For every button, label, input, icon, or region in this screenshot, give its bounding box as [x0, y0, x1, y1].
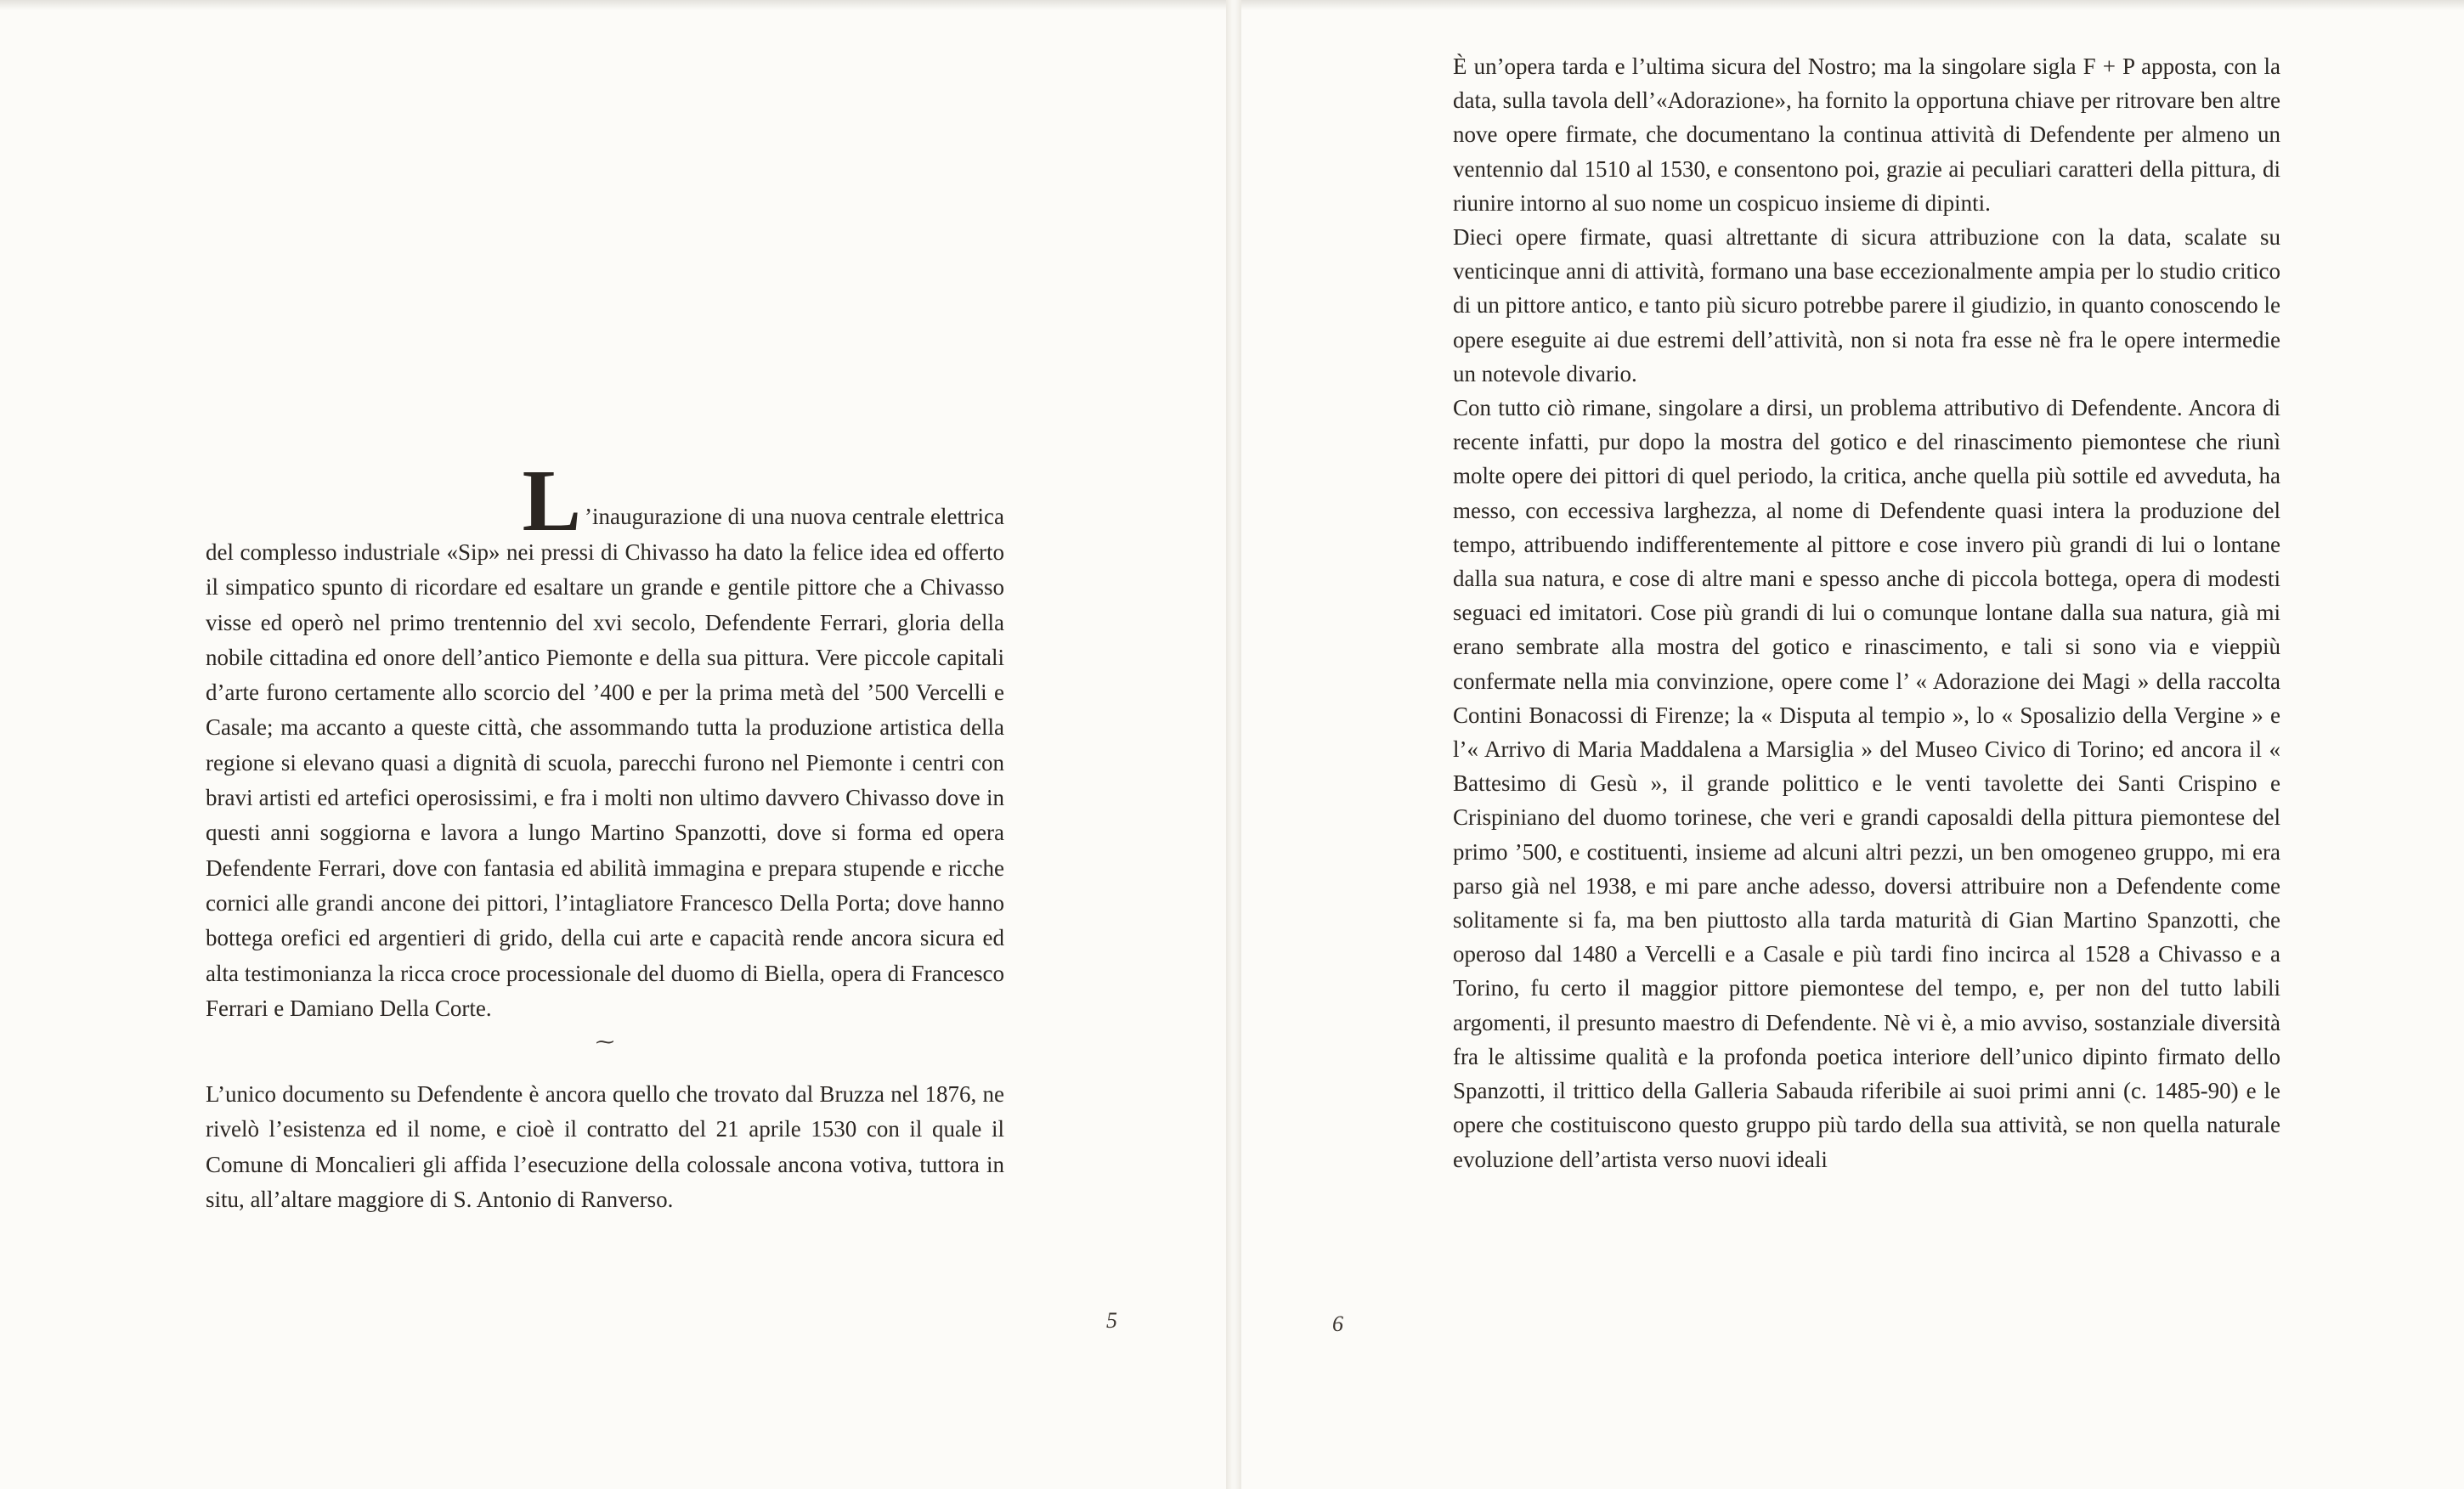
- right-page: [1241, 0, 2464, 1489]
- section-ornament: ⁓: [596, 1031, 614, 1053]
- right-paragraph-3: Con tutto ciò rimane, singolare a dirsi, un problema attributivo di Defendente. Ancora di recente infatti, pur dopo la mostra del gotico e del rinascimento piemontese che riunì molte opere dei pittori di quel periodo, la critica, anche quella più sottile ed avveduta, ha messo, con eccessiva larghezza, al nome di Defendente quasi intera la produzione del tempo, attribuendo indifferentemente al pittore e cose invero più grandi di lui o lontane dalla sua natura, e cose di altre mani e spesso anche di piccola bottega, opera di modesti seguaci ed imitatori. Cose più grandi di lui o comunque lontane dalla sua natura, già mi erano sembrate alla mostra del gotico e rinascimento, e tali si sono via e vieppiù confermate nella mia convinzione, opere come l’ « Adorazione dei Magi » della raccolta Contini Bonacossi di Firenze; la « Disputa al tempio », lo « Sposalizio della Vergine » e l’« Arrivo di Maria Maddalena a Marsiglia » del Museo Civico di Torino; ed ancora il « Battesimo di Gesù », il grande polittico e le venti tavolette dei Santi Crispino e Crispiniano del duomo torinese, che veri e grandi caposaldi della pittura piemontese del primo ’500, e costituenti, insieme ad alcuni altri pezzi, un ben omogeneo gruppo, mi era parso già nel 1938, e mi pare anche adesso, doversi attribuire non a Defendente come solitamente si fa, ma ben piuttosto alla tarda maturità di Gian Martino Spanzotti, che operoso dal 1480 a Vercelli e a Casale e più tardi fino incirca al 1528 a Chivasso e a Torino, fu certo il maggior pittore piemontese del tempo, e, per non del tutto labili argomenti, il presunto maestro di Defendente. Nè vi è, a mio avviso, sostanziale diversità fra le altissime qualità e la profonda poetica interiore dell’unico dipinto firmato dello Spanzotti, il trittico della Galleria Sabauda riferibile ai suoi primi anni (c. 1485-90) e le opere che costituiscono questo gruppo più tardo della sua attività, se non quella naturale evoluzione dell’artista verso nuovi ideali: [1453, 395, 2280, 1172]
- left-text-block: [206, 452, 1004, 1217]
- drop-cap: L: [522, 452, 581, 550]
- right-text-block: [1453, 49, 2280, 1176]
- left-page: [0, 0, 1226, 1489]
- left-paragraph-2: L’unico documento su Defendente è ancora quello che trovato dal Bruzza nel 1876, ne rivelò l’esistenza ed il nome, e cioè il contratto del 21 aprile 1530 con il quale il Comune di Moncalieri gli affida l’esecuzione della colossale ancona votiva, tuttora in situ, all’altare maggiore di S. Antonio di Ranverso.: [206, 1081, 1004, 1213]
- dropcap-line-text: ’inaugurazione di una nuova centrale elettrica: [584, 504, 1004, 529]
- dropcap-line: [206, 452, 1004, 550]
- page-top-shadow: [0, 0, 1226, 10]
- page-number-right: 6: [1332, 1311, 1343, 1336]
- right-paragraph-1: È un’opera tarda e l’ultima sicura del Nostro; ma la singolare sigla F + P apposta, con la data, sulla tavola dell’«Adorazione», ha fornito la opportuna chiave per ritrovare ben altre nove opere firmate, che documentano la continua attività di Defendente per almeno un ventennio dal 1510 al 1530, e consentono poi, grazie ai peculiari caratteri della pittura, di riunire intorno al suo nome un cospicuo insieme di dipinti.: [1453, 54, 2280, 216]
- left-paragraph-1: del complesso industriale «Sip» nei pressi di Chivasso ha dato la felice idea ed offerto il simpatico spunto di ricordare ed esaltare un grande e gentile pittore che a Chivasso visse ed operò nel primo trentennio del xvi secolo, Defendente Ferrari, gloria della nobile cittadina ed onore dell’antico Piemonte e della sua pittura. Vere piccole capitali d’arte furono certamente allo scorcio del ’400 e per la prima metà del ’500 Vercelli e Casale; ma accanto a queste città, che assommando tutta la produzione artistica della regione si elevano quasi a dignità di scuola, parecchi furono nel Piemonte i centri con bravi artisti ed artefici operosissimi, e fra i molti non ultimo davvero Chivasso dove in questi anni soggiorna e lavora a lungo Martino Spanzotti, dove si forma ed opera Defendente Ferrari, dove con fantasia ed abilità immagina e prepara stupende e ricche cornici alle grandi ancone dei pittori, l’intagliatore Francesco Della Porta; dove hanno bottega orefici ed argentieri di grido, della cui arte e capacità rende ancora sicura ed alta testimonianza la ricca croce processionale del duomo di Biella, opera di Francesco Ferrari e Damiano Della Corte.: [206, 539, 1004, 1021]
- page-top-shadow: [1241, 0, 2464, 10]
- page-number-left: 5: [1106, 1308, 1117, 1333]
- book-gutter: [1226, 0, 1241, 1489]
- right-paragraph-2: Dieci opere firmate, quasi altrettante di sicura attribuzione con la data, scalate su venticinque anni di attività, formano una base eccezionalmente ampia per lo studio critico di un pittore antico, e tanto più sicuro potrebbe parere il giudizio, in quanto conoscendo le opere eseguite ai due estremi dell’attività, non si nota fra esse nè fra le opere intermedie un notevole divario.: [1453, 224, 2280, 386]
